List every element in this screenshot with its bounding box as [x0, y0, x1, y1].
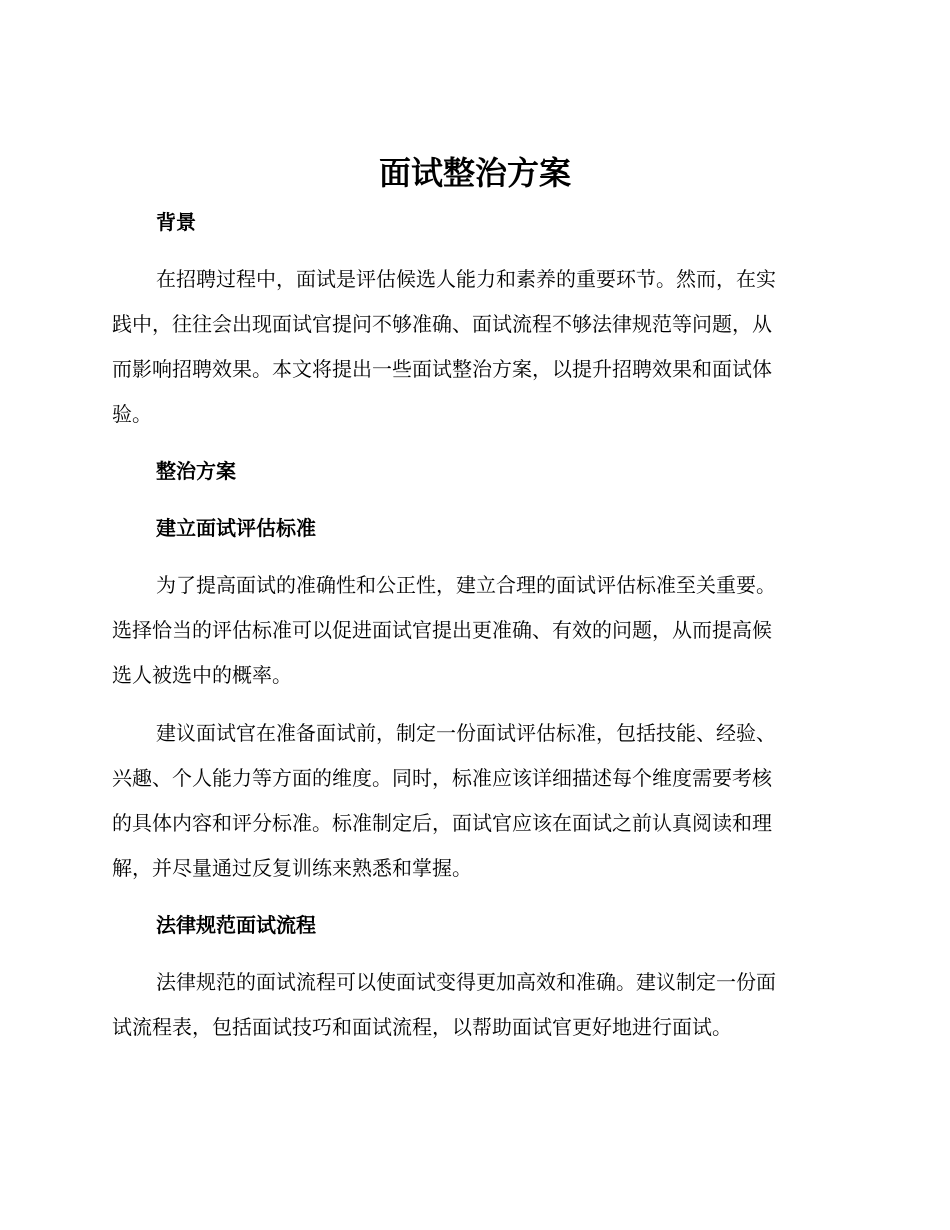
paragraph-line: 而影响招聘效果。本文将提出一些面试整治方案，以提升招聘效果和面试体: [112, 357, 772, 381]
paragraph-standard-2: [112, 711, 832, 891]
paragraph-line: 选人被选中的概率。: [112, 663, 292, 687]
paragraph-line: 试流程表，包括面试技巧和面试流程，以帮助面试官更好地进行面试。: [112, 1015, 732, 1039]
paragraph-line: 的具体内容和评分标准。标准制定后，面试官应该在面试之前认真阅读和理: [112, 811, 772, 835]
section-heading-plan: 整治方案: [156, 459, 236, 483]
paragraph-line: 解，并尽量通过反复训练来熟悉和掌握。: [112, 856, 472, 880]
paragraph-line: 法律规范的面试流程可以使面试变得更加高效和准确。建议制定一份面: [156, 970, 776, 994]
paragraph-line: 选择恰当的评估标准可以促进面试官提出更准确、有效的问题，从而提高候: [112, 618, 772, 642]
paragraph-line: 践中，往往会出现面试官提问不够准确、面试流程不够法律规范等问题，从: [112, 312, 772, 336]
section-heading-process: 法律规范面试流程: [156, 913, 316, 937]
section-heading-background: 背景: [156, 210, 196, 234]
paragraph-process: [112, 960, 832, 1050]
paragraph-line: 为了提高面试的准确性和公正性，建立合理的面试评估标准至关重要。: [156, 573, 776, 597]
paragraph-line: 验。: [112, 402, 152, 426]
paragraph-standard-1: [112, 563, 832, 698]
paragraph-line: 兴趣、个人能力等方面的维度。同时，标准应该详细描述每个维度需要考核: [112, 766, 772, 790]
paragraph-background: [112, 257, 832, 437]
paragraph-line: 在招聘过程中，面试是评估候选人能力和素养的重要环节。然而，在实: [156, 267, 776, 291]
section-heading-standard: 建立面试评估标准: [156, 516, 316, 540]
paragraph-line: 建议面试官在准备面试前，制定一份面试评估标准，包括技能、经验、: [156, 721, 776, 745]
document-title: 面试整治方案: [378, 154, 571, 192]
